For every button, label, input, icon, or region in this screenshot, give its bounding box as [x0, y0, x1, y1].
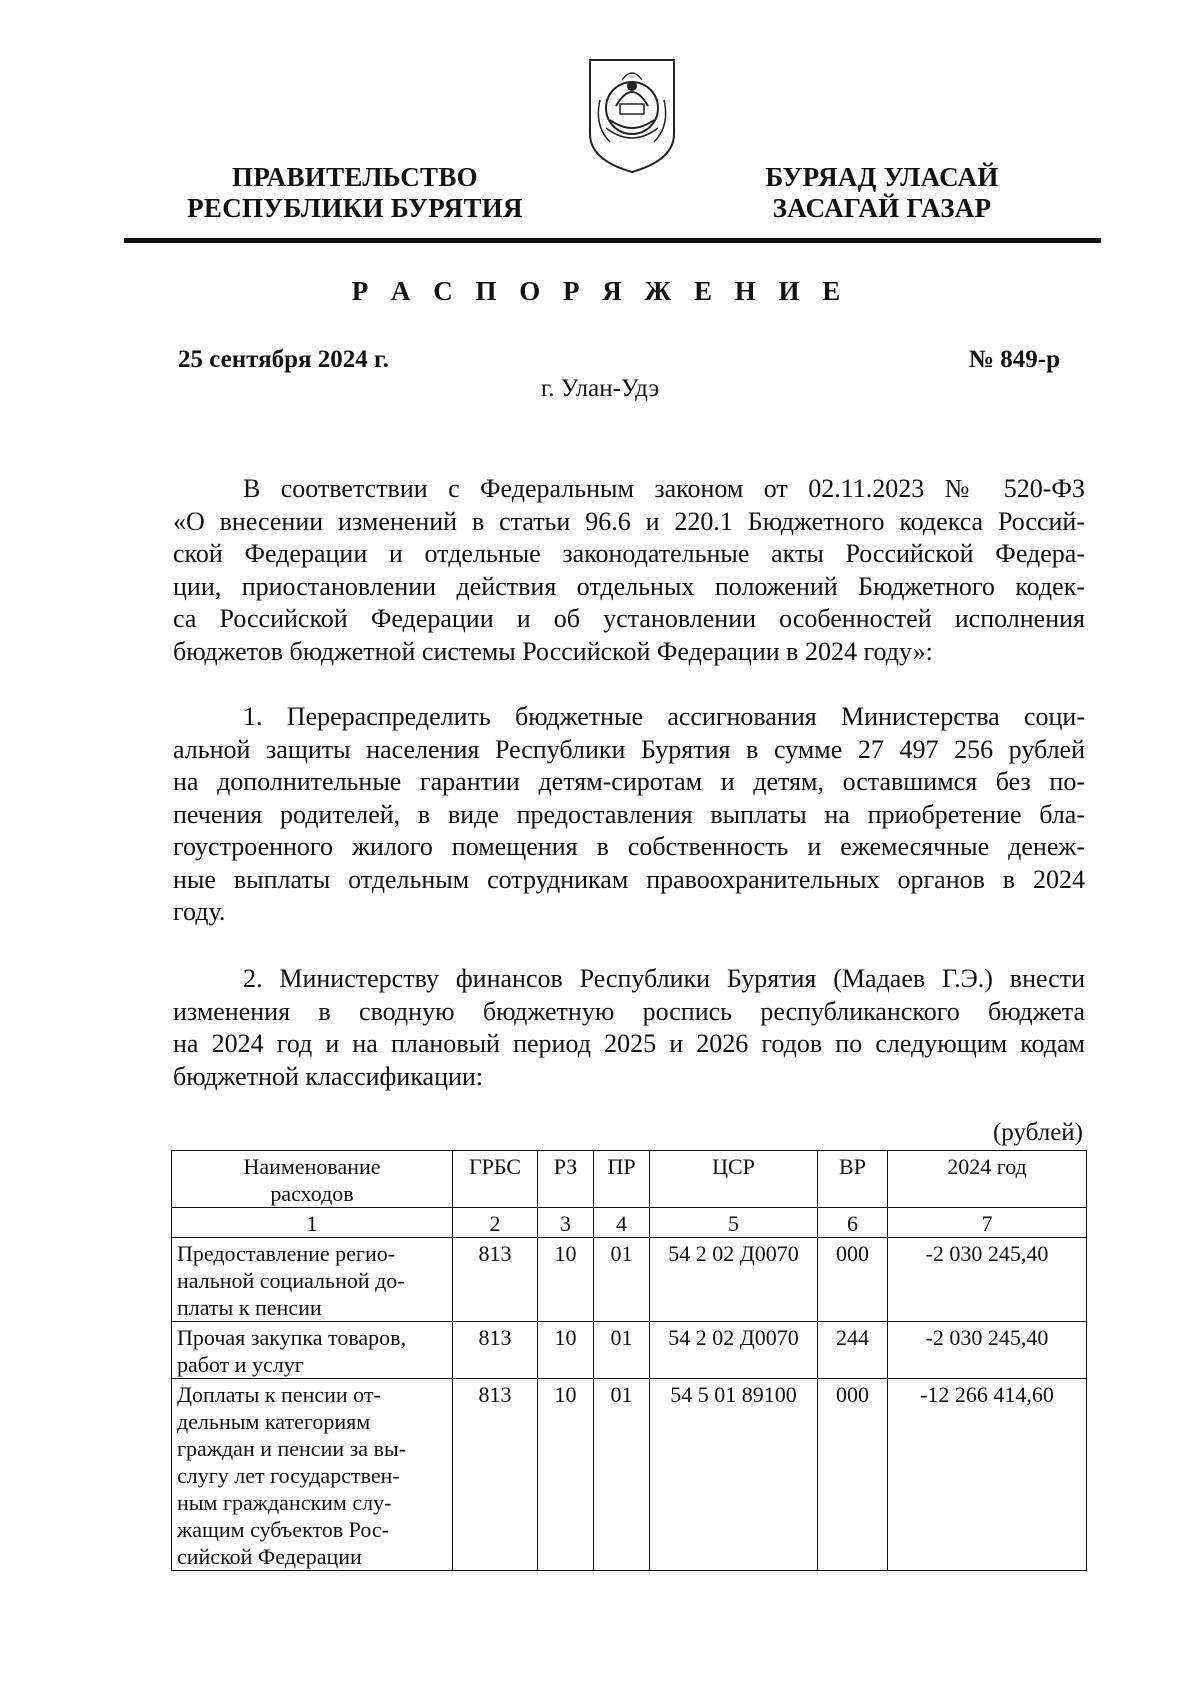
col-header-csr: ЦСР — [650, 1151, 818, 1208]
budget-table — [171, 1150, 1087, 1571]
col-header-name — [172, 1151, 453, 1208]
col-number: 2 — [453, 1208, 538, 1238]
row-name-line: ным гражданским слу- — [177, 1490, 392, 1515]
text-line: 2. Министерству финансов Республики Бурятия (Мадаев Г.Э.) внести — [243, 964, 1085, 993]
item-1-paragraph — [173, 701, 1085, 929]
row-name-line: дельным категориям — [177, 1409, 371, 1434]
item-2-paragraph — [173, 963, 1085, 1093]
text-line: ции, приостановлении действия отдельных положений Бюджетного кодек- — [173, 571, 1085, 601]
government-name-bur — [722, 162, 1042, 224]
row-name — [172, 1379, 453, 1571]
government-name-bur-line: БУРЯАД УЛАСАЙ — [765, 162, 999, 192]
row-name-line: Доплаты к пенсии от- — [177, 1382, 381, 1407]
row-name-line: слугу лет государствен- — [177, 1463, 400, 1488]
col-header-vr: ВР — [818, 1151, 888, 1208]
row-name-line: нальной социальной до- — [177, 1268, 405, 1293]
row-vr: 000 — [818, 1238, 888, 1322]
col-number: 1 — [172, 1208, 453, 1238]
row-name-line: сийской Федерации — [177, 1544, 362, 1569]
text-line: изменения в сводную бюджетную роспись республиканского бюджета — [173, 996, 1085, 1026]
row-name-line: Предоставление регио- — [177, 1241, 396, 1266]
row-csr: 54 2 02 Д0070 — [650, 1238, 818, 1322]
col-header-pr: ПР — [594, 1151, 650, 1208]
row-name-line: платы к пенсии — [177, 1295, 322, 1320]
row-rz: 10 — [538, 1238, 594, 1322]
row-rz: 10 — [538, 1379, 594, 1571]
table-row — [172, 1379, 1087, 1571]
row-csr: 54 5 01 89100 — [650, 1379, 818, 1571]
row-name — [172, 1322, 453, 1379]
col-number: 7 — [888, 1208, 1087, 1238]
document-title: Р А С П О Р Я Ж Е Н И Е — [351, 276, 849, 306]
row-amount: -2 030 245,40 — [888, 1322, 1087, 1379]
table-row — [172, 1322, 1087, 1379]
text-line: «О внесении изменений в статьи 96.6 и 220.1 Бюджетного кодекса Россий- — [173, 506, 1085, 536]
row-grbs: 813 — [453, 1322, 538, 1379]
row-vr: 244 — [818, 1322, 888, 1379]
row-amount: -2 030 245,40 — [888, 1238, 1087, 1322]
col-header-rz: РЗ — [538, 1151, 594, 1208]
document-city: г. Улан-Удэ — [540, 375, 660, 402]
text-line: году. — [173, 897, 226, 926]
text-line: В соответствии с Федеральным законом от 02.11.2023 № 520-ФЗ — [243, 474, 1085, 503]
government-name-ru-line: РЕСПУБЛИКИ БУРЯТИЯ — [187, 193, 523, 223]
row-csr: 54 2 02 Д0070 — [650, 1322, 818, 1379]
col-number: 3 — [538, 1208, 594, 1238]
col-header-grbs: ГРБС — [453, 1151, 538, 1208]
row-name-line: Прочая закупка товаров, — [177, 1325, 407, 1350]
col-header-name-line: расходов — [270, 1181, 354, 1206]
text-line: са Российской Федерации и об установлении особенностей исполнения — [173, 604, 1085, 633]
text-line: печения родителей, в виде предоставления выплаты на приобретение бла- — [173, 799, 1085, 829]
col-header-year: 2024 год — [888, 1151, 1087, 1208]
text-line: бюджетов бюджетной системы Российской Федерации в 2024 году»: — [173, 636, 933, 666]
coat-of-arms-icon — [586, 56, 678, 176]
text-line: на дополнительные гарантии детям-сиротам и детям, оставшимся без по- — [173, 767, 1085, 796]
row-name-line: работ и услуг — [177, 1352, 304, 1377]
text-line: бюджетной классификации: — [173, 1061, 484, 1091]
text-line: гоустроенного жилого помещения в собственность и ежемесячные денеж- — [173, 832, 1085, 861]
row-name — [172, 1238, 453, 1322]
row-vr: 000 — [818, 1379, 888, 1571]
text-line: на 2024 год и на плановый период 2025 и 2026 годов по следующим кодам — [173, 1029, 1085, 1058]
table-row — [172, 1238, 1087, 1322]
row-amount: -12 266 414,60 — [888, 1379, 1087, 1571]
text-line: альной защиты населения Республики Бурятия в сумме 27 497 256 рублей — [173, 734, 1085, 764]
row-pr: 01 — [594, 1238, 650, 1322]
col-header-name-line: Наименование — [243, 1154, 381, 1179]
row-pr: 01 — [594, 1322, 650, 1379]
header-divider — [124, 238, 1101, 243]
government-name-ru — [160, 162, 550, 224]
table-number-row — [172, 1208, 1087, 1238]
preamble-paragraph — [173, 473, 1085, 668]
text-line: ные выплаты отдельным сотрудникам правоохранительных органов в 2024 — [173, 864, 1085, 894]
col-number: 6 — [818, 1208, 888, 1238]
document-date: 25 сентября 2024 г. — [178, 346, 389, 373]
table-unit-label: (рублей) — [992, 1119, 1083, 1146]
row-name-line: граждан и пенсии за вы- — [177, 1436, 407, 1461]
col-number: 4 — [594, 1208, 650, 1238]
text-line: ской Федерации и отдельные законодательные акты Российской Федера- — [173, 539, 1085, 568]
text-line: 1. Перераспределить бюджетные ассигнования Министерства соци- — [243, 702, 1085, 731]
government-name-bur-line: ЗАСАГАЙ ГАЗАР — [772, 193, 992, 223]
row-name-line: жащим субъектов Рос- — [177, 1517, 390, 1542]
table-header-row — [172, 1151, 1087, 1208]
row-rz: 10 — [538, 1322, 594, 1379]
government-name-ru-line: ПРАВИТЕЛЬСТВО — [232, 162, 478, 192]
row-grbs: 813 — [453, 1238, 538, 1322]
document-number: № 849-р — [968, 346, 1060, 373]
row-grbs: 813 — [453, 1379, 538, 1571]
row-pr: 01 — [594, 1379, 650, 1571]
col-number: 5 — [650, 1208, 818, 1238]
